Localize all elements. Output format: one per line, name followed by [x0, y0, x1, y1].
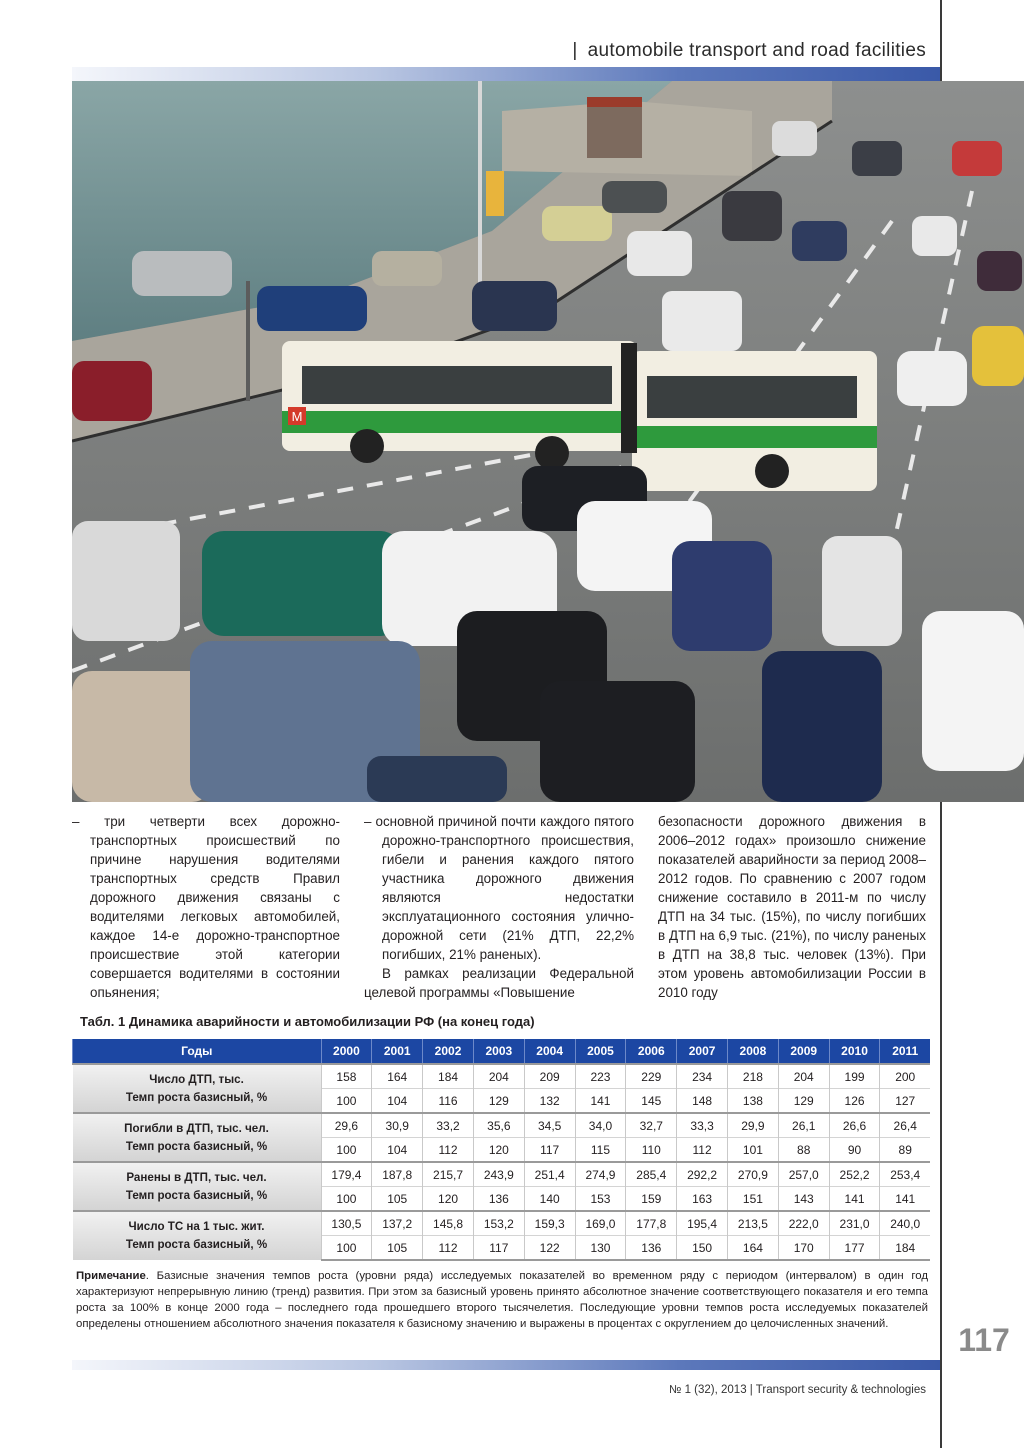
table-cell: 116 — [423, 1089, 474, 1114]
header-separator: | — [572, 40, 578, 61]
text-column-2 — [364, 812, 634, 1002]
row-label — [73, 1211, 322, 1260]
table-cell: 104 — [372, 1089, 423, 1114]
table-cell: 164 — [372, 1064, 423, 1089]
table-cell: 159,3 — [524, 1211, 575, 1236]
table-cell: 115 — [575, 1138, 626, 1163]
row-label-secondary: Темп роста базисный, % — [125, 1188, 268, 1202]
table-cell: 177 — [829, 1236, 880, 1261]
table-cell: 292,2 — [677, 1162, 728, 1187]
bus-logo-text: М — [291, 409, 303, 424]
table-row — [73, 1162, 931, 1187]
table-cell: 153,2 — [473, 1211, 524, 1236]
table-cell: 33,2 — [423, 1113, 474, 1138]
table-cell: 169,0 — [575, 1211, 626, 1236]
table-cell: 218 — [728, 1064, 779, 1089]
table-cell: 100 — [321, 1089, 372, 1114]
table-cell: 90 — [829, 1138, 880, 1163]
table-cell: 222,0 — [778, 1211, 829, 1236]
table-header-row — [73, 1039, 931, 1064]
data-table — [72, 1039, 930, 1261]
header-title — [572, 40, 926, 62]
year-header: 2004 — [524, 1039, 575, 1064]
table-cell: 252,2 — [829, 1162, 880, 1187]
table-cell: 163 — [677, 1187, 728, 1212]
row-label-primary: Число ТС на 1 тыс. жит. — [128, 1220, 265, 1233]
table-cell: 195,4 — [677, 1211, 728, 1236]
year-header: 2007 — [677, 1039, 728, 1064]
row-label-primary: Ранены в ДТП, тыс. чел. — [126, 1170, 267, 1184]
table-cell: 26,1 — [778, 1113, 829, 1138]
table-cell: 164 — [728, 1236, 779, 1261]
footer-issue: № 1 (32), 2013 | Transport security & technologies — [669, 1384, 926, 1396]
year-header: 2003 — [473, 1039, 524, 1064]
footer-color-band — [72, 1360, 940, 1370]
text-column-3 — [658, 812, 926, 1002]
table-cell: 150 — [677, 1236, 728, 1261]
table-cell: 129 — [778, 1089, 829, 1114]
row-label-primary: Число ДТП, тыс. — [149, 1072, 244, 1086]
table-cell: 204 — [778, 1064, 829, 1089]
table-cell: 285,4 — [626, 1162, 677, 1187]
table-cell: 26,6 — [829, 1113, 880, 1138]
year-header: 2001 — [372, 1039, 423, 1064]
table-cell: 130,5 — [321, 1211, 372, 1236]
page-number: 117 — [944, 1318, 1024, 1362]
text-column-1 — [72, 812, 340, 1002]
header-color-band — [72, 67, 940, 81]
table-cell: 200 — [880, 1064, 930, 1089]
table-cell: 100 — [321, 1138, 372, 1163]
table-cell: 112 — [423, 1138, 474, 1163]
header-label: Годы — [73, 1039, 322, 1064]
table-cell: 138 — [728, 1089, 779, 1114]
row-label — [73, 1064, 322, 1113]
year-header: 2006 — [626, 1039, 677, 1064]
table-cell: 30,9 — [372, 1113, 423, 1138]
table-cell: 243,9 — [473, 1162, 524, 1187]
table-cell: 253,4 — [880, 1162, 930, 1187]
table-cell: 34,5 — [524, 1113, 575, 1138]
table-cell: 159 — [626, 1187, 677, 1212]
table-cell: 89 — [880, 1138, 930, 1163]
table-cell: 145 — [626, 1089, 677, 1114]
table-cell: 32,7 — [626, 1113, 677, 1138]
table-cell: 184 — [880, 1236, 930, 1261]
traffic-photo — [72, 81, 1024, 802]
table-cell: 179,4 — [321, 1162, 372, 1187]
table-cell: 240,0 — [880, 1211, 930, 1236]
table-cell: 148 — [677, 1089, 728, 1114]
table-cell: 88 — [778, 1138, 829, 1163]
table-cell: 177,8 — [626, 1211, 677, 1236]
table-cell: 223 — [575, 1064, 626, 1089]
table-cell: 105 — [372, 1236, 423, 1261]
bullet-text: основной причиной почти каждого пятого дорожно-транспортного происшествия, гибели и ранения каждого пятого участника дорожного движения являются недостатки эксплуатационного состояния улично-дорожной сети (21% ДТП, 22,2% погибших, 21% раненых). — [375, 814, 634, 962]
table-cell: 136 — [473, 1187, 524, 1212]
table-cell: 143 — [778, 1187, 829, 1212]
table-cell: 274,9 — [575, 1162, 626, 1187]
table-cell: 234 — [677, 1064, 728, 1089]
bullet-dash: – — [364, 814, 372, 829]
table-note — [76, 1268, 928, 1332]
paragraph: В рамках реализации Федеральной целевой программы «Повышение — [364, 966, 634, 1000]
table-cell: 145,8 — [423, 1211, 474, 1236]
table-cell: 151 — [728, 1187, 779, 1212]
table-cell: 120 — [423, 1187, 474, 1212]
bullet-item-1 — [72, 812, 340, 1002]
table-cell: 122 — [524, 1236, 575, 1261]
row-label — [73, 1162, 322, 1211]
table-cell: 126 — [829, 1089, 880, 1114]
paragraph: безопасности дорожного движения в 2006–2012 годах» произошло снижение показателей аварийности за период 2008–2012 годов. По сравнению с 2007 годом снижение составило в 2011-м по числу ДТП на 34 тыс. (15%), по числу погибших в ДТП на 6,9 тыс. (21%), по числу раненых в ДТП на 38,8 тыс. человек (13%). При этом уровень автомобилизации России в 2010 году — [658, 814, 926, 1000]
table-cell: 215,7 — [423, 1162, 474, 1187]
table-cell: 137,2 — [372, 1211, 423, 1236]
table-cell: 129 — [473, 1089, 524, 1114]
year-header: 2002 — [423, 1039, 474, 1064]
table-cell: 110 — [626, 1138, 677, 1163]
table-cell: 153 — [575, 1187, 626, 1212]
table-cell: 199 — [829, 1064, 880, 1089]
year-header: 2005 — [575, 1039, 626, 1064]
table-cell: 127 — [880, 1089, 930, 1114]
table-cell: 100 — [321, 1187, 372, 1212]
table-cell: 104 — [372, 1138, 423, 1163]
table-cell: 158 — [321, 1064, 372, 1089]
table-cell: 105 — [372, 1187, 423, 1212]
bullet-text: три четверти всех дорожно-транспортных происшествий по причине нарушения водителями транспортных средств Правил дорожного движения связаны с водителями легковых автомобилей, каждое 14-е дорожно-транспортное происшествие этой категории совершается водителями в состоянии опьянения; — [90, 814, 340, 1000]
table-cell: 35,6 — [473, 1113, 524, 1138]
table-cell: 33,3 — [677, 1113, 728, 1138]
table-cell: 112 — [423, 1236, 474, 1261]
table-cell: 141 — [575, 1089, 626, 1114]
table-cell: 136 — [626, 1236, 677, 1261]
note-label: Примечание — [76, 1270, 146, 1282]
table-cell: 29,6 — [321, 1113, 372, 1138]
table-cell: 204 — [473, 1064, 524, 1089]
table-caption: Табл. 1 Динамика аварийности и автомобилизации РФ (на конец года) — [80, 1014, 535, 1029]
year-header: 2000 — [321, 1039, 372, 1064]
table-row — [73, 1113, 931, 1138]
table-cell: 34,0 — [575, 1113, 626, 1138]
table-cell: 187,8 — [372, 1162, 423, 1187]
year-header: 2010 — [829, 1039, 880, 1064]
table-cell: 213,5 — [728, 1211, 779, 1236]
row-label — [73, 1113, 322, 1162]
row-label-primary: Погибли в ДТП, тыс. чел. — [124, 1121, 269, 1135]
table-cell: 26,4 — [880, 1113, 930, 1138]
table-cell: 184 — [423, 1064, 474, 1089]
table-cell: 140 — [524, 1187, 575, 1212]
bullet-dash: – — [72, 814, 80, 829]
table-cell: 231,0 — [829, 1211, 880, 1236]
table-cell: 170 — [778, 1236, 829, 1261]
year-header: 2009 — [778, 1039, 829, 1064]
row-label-secondary: Темп роста базисный, % — [125, 1238, 268, 1251]
table-cell: 29,9 — [728, 1113, 779, 1138]
bullet-item-2 — [364, 812, 634, 964]
table-cell: 117 — [524, 1138, 575, 1163]
table-cell: 209 — [524, 1064, 575, 1089]
table-cell: 120 — [473, 1138, 524, 1163]
row-label-secondary: Темп роста базисный, % — [125, 1090, 268, 1104]
table-cell: 257,0 — [778, 1162, 829, 1187]
section-title: automobile transport and road facilities — [587, 40, 926, 61]
table-cell: 130 — [575, 1236, 626, 1261]
year-header: 2011 — [880, 1039, 930, 1064]
year-header: 2008 — [728, 1039, 779, 1064]
note-text: . Базисные значения темпов роста (уровни ряда) исследуемых показателей во временном ряду с периодом (интервалом) в один год характеризуют непрерывную линию (тренд) развития. При этом за базисный уровень принято абсолютное значение соответствующего показателя и его темпа роста за 100% в конце 2000 года – последнего года прошедшего второго тысячелетия. Последующие уровни темпов роста исследуемых показателей определены отношением абсолютного значения показателя к базисному значению и выражены в процентах с округлением до целочисленных значений. — [76, 1270, 928, 1330]
table-cell: 100 — [321, 1236, 372, 1261]
table-cell: 141 — [829, 1187, 880, 1212]
traffic-photo-illustration — [72, 81, 1024, 802]
row-label-secondary: Темп роста базисный, % — [125, 1139, 268, 1153]
table-row — [73, 1064, 931, 1089]
table-cell: 117 — [473, 1236, 524, 1261]
table-cell: 270,9 — [728, 1162, 779, 1187]
table-row — [73, 1211, 931, 1236]
table-cell: 112 — [677, 1138, 728, 1163]
table-cell: 101 — [728, 1138, 779, 1163]
table-cell: 229 — [626, 1064, 677, 1089]
table-cell: 141 — [880, 1187, 930, 1212]
table-cell: 251,4 — [524, 1162, 575, 1187]
table-cell: 132 — [524, 1089, 575, 1114]
